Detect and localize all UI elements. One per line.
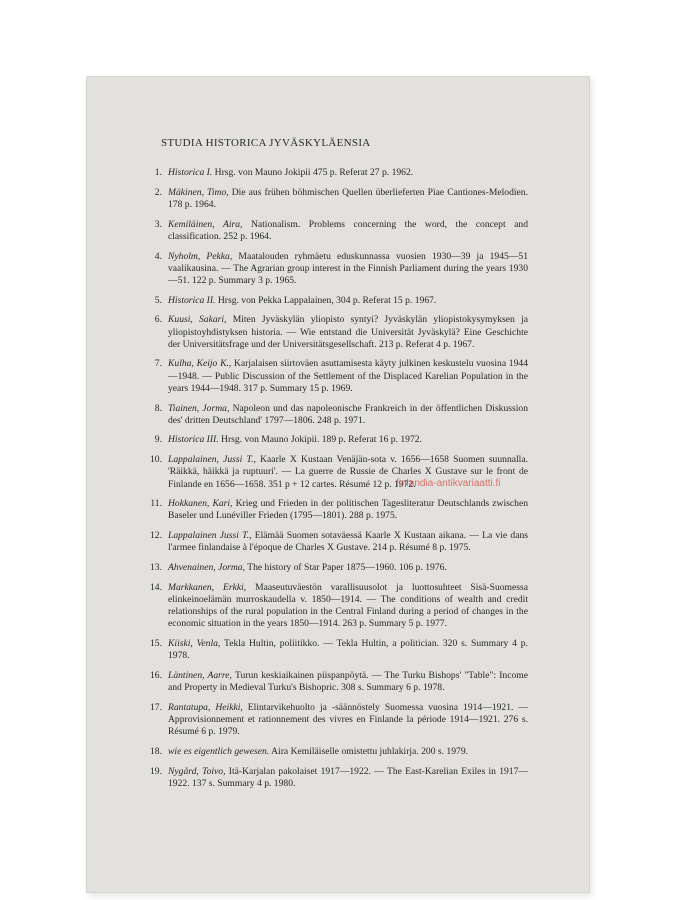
entry-author: Kuusi, Sakari, [168, 314, 227, 326]
entry-number: 19. [150, 765, 162, 777]
entry-description: Hrsg. von Mauno Jokipii 475 p. Referat 27 p. 1962. [212, 167, 414, 178]
entry-author: Historica I. [168, 167, 213, 178]
entry-description: Aira Kemiläiselle omistettu juhlakirja. 200 s. 1979. [269, 746, 469, 758]
entry-author: Kiiski, Venla, [168, 638, 221, 650]
entry-author: Kemiläinen, Aira, [168, 218, 243, 230]
entry-author: Tiainen, Jorma, [168, 402, 230, 414]
entry-text [168, 167, 528, 179]
list-item [146, 167, 528, 179]
entry-number: 9. [154, 434, 162, 446]
entry-author: Lappalainen Jussi T., [168, 530, 252, 542]
entry-description: Hrsg. von Mauno Jokipii. 189 p. Referat 16 p. 1972. [218, 434, 422, 446]
list-item [146, 434, 528, 446]
entry-author: Markkanen, Erkki, [168, 581, 247, 593]
entry-author: Kulha, Keijo K., [168, 358, 232, 370]
entry-number: 14. [150, 581, 162, 593]
entry-number: 10. [150, 454, 162, 466]
entry-number: 6. [154, 314, 162, 326]
entry-text [168, 403, 528, 427]
entry-description: Nationalism. Problems concerning the word, the concept and classification. 252 p. 1964. [168, 218, 528, 242]
list-item [146, 251, 528, 288]
entry-description: Miten Jyväskylän yliopisto syntyi? Jyväskylän yliopistokysymyksen ja yliopistoyhdistyksen historia. — Wie entstand die Universität Jyväskylä? Eine Geschichte der Universitätsfrage und der Universitätsgesellschaft. 213 p. Referat 4 p. 1967. [168, 314, 528, 350]
entry-number: 15. [150, 638, 162, 650]
list-item [146, 582, 528, 631]
entry-number: 12. [150, 530, 162, 542]
entry-text [168, 187, 528, 211]
entry-text [168, 746, 528, 758]
entry-description: Elämää Suomen sotaväessä Kaarle X Kustaan aikana. — La vie dans l'armee finlandaise à l'époque de Charles X Gustave. 214 p. Résumé 8 p. 1975. [168, 530, 528, 554]
entry-description: Hrsg. von Pekka Lappalainen, 304 p. Referat 15 p. 1967. [215, 294, 437, 306]
entry-number: 7. [154, 358, 162, 370]
entry-number: 2. [154, 186, 162, 198]
list-item [146, 530, 528, 554]
list-item [146, 562, 528, 574]
entry-author: Hokkanen, Kari, [168, 498, 233, 510]
entry-description: Napoleon und das napoleonische Frankreich in der öffentlichen Diskussion des' dritten Deutschland' 1797—1806. 248 p. 1971. [168, 402, 528, 426]
entry-description: Maaseutuväestön varallisuusolot ja luottosuhteet Sisä-Suomessa elinkeinoelämän murroskaudella v. 1850—1914. — The conditions of wealth and credit relationships of the rural population in the Central Finland during a period of changes in the economic situation in the years 1850—1914. 263 p. Summary 5 p. 1977. [168, 581, 528, 630]
entry-text [168, 670, 528, 694]
entry-text [168, 434, 528, 446]
entry-text [168, 498, 528, 522]
entry-description: The history of Star Paper 1875—1960. 106 p. 1976. [245, 562, 447, 574]
entry-number: 18. [150, 746, 162, 758]
entry-number: 1. [154, 167, 162, 178]
entry-text [168, 358, 528, 395]
entry-description: Karjalaisen siirtoväen asuttamisesta käyty julkinen keskustelu vuosina 1944—1948. — Public Discussion of the Settlement of the Displaced Karelian Population in the years 1944—1948. 317 p. Summary 15 p. 1969. [168, 358, 528, 394]
entry-author: Ahvenainen, Jorma, [168, 562, 245, 574]
entry-author: Mäkinen, Timo, [168, 186, 229, 198]
entry-author: Historica II. [168, 294, 216, 306]
entry-description: Itä-Karjalan pakolaiset 1917—1922. — The East-Karelian Exiles in 1917—1922. 137 s. Summary 4 p. 1980. [168, 765, 528, 789]
entry-number: 11. [150, 498, 162, 510]
list-item [146, 295, 528, 307]
entry-text [168, 766, 528, 790]
entry-number: 5. [154, 294, 162, 306]
list-item [146, 702, 528, 739]
entry-number: 3. [154, 218, 162, 230]
entry-number: 17. [150, 701, 162, 713]
entry-author: Nygård, Toivo, [168, 765, 226, 777]
list-item [146, 766, 528, 790]
entry-number: 4. [154, 250, 162, 262]
list-item [146, 187, 528, 211]
entry-text [168, 582, 528, 631]
series-title: STUDIA HISTORICA JYVÄSKYLÄENSIA [161, 137, 371, 149]
entry-author: Rantatupa, Heikki, [168, 701, 243, 713]
entry-number: 8. [154, 402, 162, 414]
entry-text [168, 530, 528, 554]
entry-text [168, 638, 528, 662]
entry-text [168, 314, 528, 351]
entry-text [168, 219, 528, 243]
watermark: finlandia-antikvariaatti.fi [396, 478, 501, 489]
entry-author: Läntinen, Aarre, [168, 670, 232, 681]
list-item [146, 670, 528, 694]
list-item [146, 358, 528, 395]
entry-description: Krieg und Frieden in der politischen Tagesliteratur Deutschlands zwischen Baseler und Lunéviller Frieden (1795—1801). 288 p. 1975. [168, 498, 528, 522]
entry-number: 16. [150, 670, 162, 681]
entry-description: Tekla Hultin, poliitikko. — Tekla Hultin, a politician. 320 s. Summary 4 p. 1978. [168, 638, 528, 662]
entry-description: Kaarle X Kustaan Venäjän-sota v. 1656—1658 Suomen suunnalla. 'Räikkä, häikkä ja ruptuuri'. — La guerre de Russie de Charles X Gustave sur le front de Finlande en 1656—1658. 351 p + 12 cartes. Résumé 12 p. 1972. [168, 454, 528, 490]
list-item [146, 746, 528, 758]
entry-author: wie es eigentlich gewesen. [168, 746, 270, 758]
list-item [146, 403, 528, 427]
entry-author: Lappalainen, Jussi T., [168, 454, 256, 466]
entry-text [168, 251, 528, 288]
entry-text [168, 702, 528, 739]
list-item [146, 638, 528, 662]
book-back-cover [86, 76, 590, 893]
entry-text [168, 562, 528, 574]
list-item [146, 219, 528, 243]
entry-description: Elintarvikehuolto ja -säännöstely Suomessa vuosina 1914—1921. — Approvisionnement et rationnement des vivres en Finlande la période 1914—1921. 276 s. Résumé 6 p. 1979. [168, 701, 528, 738]
list-item [146, 314, 528, 351]
entry-author: Nyholm, Pekka, [168, 250, 233, 262]
entry-author: Historica III. [168, 434, 219, 446]
entry-number: 13. [150, 562, 162, 574]
list-item [146, 498, 528, 522]
entry-text [168, 295, 528, 307]
entry-description: Die aus frühen böhmischen Quellen überlieferten Piae Cantiones-Melodien. 178 p. 1964. [168, 186, 528, 210]
entry-description: Maatalouden ryhmäetu eduskunnassa vuosien 1930—39 ja 1945—51 vaalikausina. — The Agrarian group interest in the Finnish Parliament during the years 1930—51. 122 p. Summary 3 p. 1965. [168, 250, 528, 286]
entry-description: Turun keskiaikainen piispanpöytä. — The Turku Bishops' "Table": Income and Property in Medieval Turku's Bishopric. 308 s. Summary 6 p. 1978. [168, 670, 528, 694]
